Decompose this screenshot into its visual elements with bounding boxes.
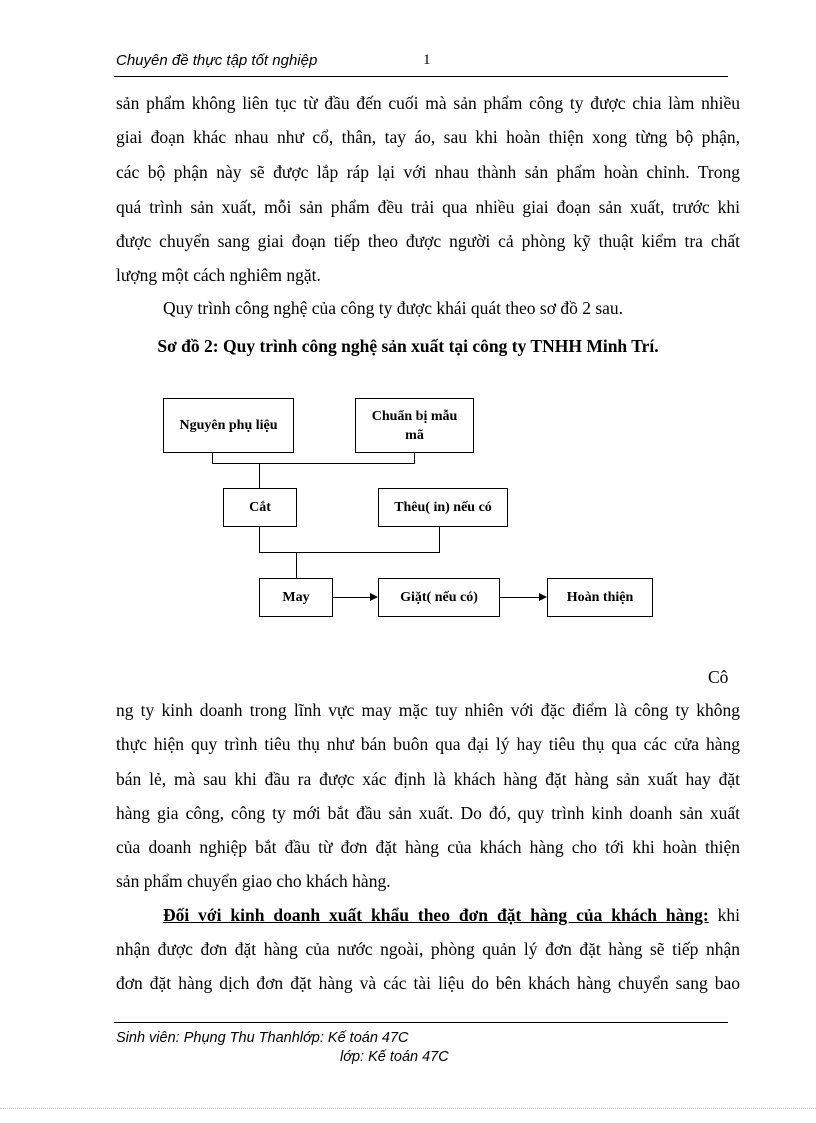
paragraph3-line: nhận được đơn đặt hàng của nước ngoài, phòng quản lý đơn đặt hàng sẽ tiếp nhận [116, 939, 740, 959]
paragraph1-line: giai đoạn khác nhau như cổ, thân, tay áo, sau khi hoàn thiện xong từng bộ phận, [116, 127, 740, 147]
paragraph3-line: đơn đặt hàng dịch đơn đặt hàng và các tài liệu do bên khách hàng chuyển sang bao [116, 973, 740, 993]
paragraph2-fragment: Cô [708, 667, 729, 687]
box-label: Giặt( nếu có) [400, 590, 478, 605]
box-hoan-thien [547, 578, 653, 617]
box-may [259, 578, 333, 617]
box-theu [378, 488, 508, 527]
diagram-title: Sơ đồ 2: Quy trình công nghệ sản xuất tại công ty TNHH Minh Trí. [157, 336, 659, 356]
paragraph1-line: quá trình sản xuất, mỗi sản phẩm đều trải qua nhiều giai đoạn sản xuất, trước khi [116, 197, 740, 217]
connector-line [259, 463, 260, 489]
box-label: Thêu( in) nếu có [394, 500, 492, 515]
paragraph2-line: của doanh nghiệp bắt đầu từ đơn đặt hàng của khách hàng cho tới khi hoàn thiện [116, 837, 740, 857]
box-cat [223, 488, 297, 527]
paragraph2-line: bán lẻ, mà sau khi đầu ra được xác định là khách hàng đặt hàng sản xuất hay đặt [116, 769, 740, 789]
box-label: Chuẩn bị mẫu [371, 408, 458, 424]
paragraph2-line: ng ty kinh doanh trong lĩnh vực may mặc tuy nhiên với đặc điểm là công ty không [116, 700, 740, 720]
arrow-head [539, 593, 547, 601]
connector-line [259, 527, 260, 553]
box-label: mã [405, 427, 424, 443]
arrow-line [500, 597, 540, 598]
paragraph1-line: sản phẩm không liên tục từ đầu đến cuối mà sản phẩm công ty được chia làm nhiều [116, 93, 740, 113]
footer-student-line: Sinh viên: Phụng Thu Thanhlớp: Kế toán 47C [116, 1030, 409, 1046]
section-heading: Đối với kinh doanh xuất khẩu theo đơn đặt hàng của khách hàng: [163, 905, 709, 925]
connector-line [259, 552, 440, 553]
arrow-head [370, 593, 378, 601]
box-label: Nguyên phụ liệu [179, 418, 278, 433]
paragraph3-first-line [163, 905, 740, 925]
intro-line: Quy trình công nghệ của công ty được khái quát theo sơ đồ 2 sau. [163, 298, 624, 318]
paragraph1-line: lượng một cách nghiêm ngặt. [116, 265, 321, 285]
header-rule [114, 76, 728, 77]
box-chuan-bi-mau-ma [355, 398, 474, 453]
paragraph2-line: sản phẩm chuyển giao cho khách hàng. [116, 871, 391, 891]
paragraph1-line: được chuyển sang giai đoạn tiếp theo được người cả phòng kỹ thuật kiểm tra chất [116, 231, 740, 251]
paragraph2-line: hàng gia công, công ty mới bắt đầu sản xuất. Do đó, quy trình kinh doanh sản xuất [116, 803, 740, 823]
box-label: Hoàn thiện [566, 590, 634, 605]
box-nguyen-phu-lieu [163, 398, 294, 453]
header-title: Chuyên đề thực tập tốt nghiệp [116, 52, 318, 69]
footer-class-line: lớp: Kế toán 47C [340, 1049, 449, 1065]
connector-line [296, 552, 297, 579]
box-giat [378, 578, 500, 617]
footer-rule [114, 1022, 728, 1023]
heading-tail: khi [708, 905, 740, 925]
connector-line [439, 527, 440, 553]
box-label: May [282, 590, 310, 605]
page-number: 1 [423, 52, 431, 68]
box-label: Cắt [249, 500, 271, 515]
page-edge [0, 1108, 816, 1109]
paragraph1-line: các bộ phận này sẽ được lắp ráp lại với nhau thành sản phẩm hoàn chỉnh. Trong [116, 162, 740, 182]
arrow-line [333, 597, 371, 598]
connector-line [212, 463, 415, 464]
paragraph2-line: thực hiện quy trình tiêu thụ như bán buôn qua đại lý hay tiêu thụ qua các cửa hàng [116, 734, 740, 754]
